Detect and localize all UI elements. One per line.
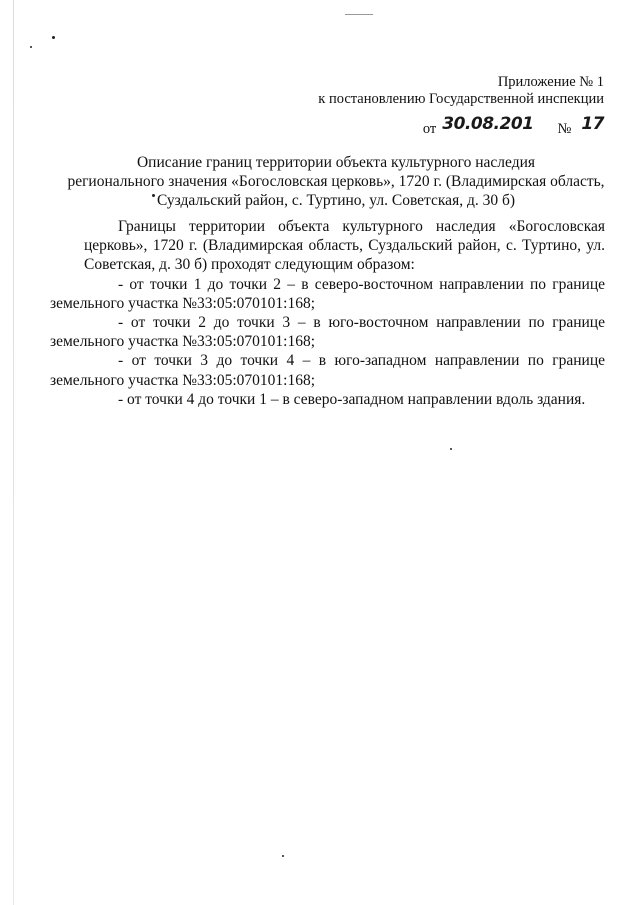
scan-speck [30,46,32,48]
scan-edge-line [13,0,14,905]
boundary-item-line2: земельного участка №33:05:070101:168; [50,294,316,312]
decree-from-label: от [422,120,437,137]
scan-mark-top [345,14,373,15]
boundary-item-line1: - от точки 1 до точки 2 – в северо-восточном направлении по границе [118,275,605,293]
title-line-3: Суздальский район, с. Туртино, ул. Советская, д. 30 б) [156,192,516,209]
appendix-label: Приложение № 1 [497,74,604,90]
scan-speck [52,36,55,39]
boundary-item [50,351,605,389]
decree-date-handwritten: 30.08.201 [442,114,534,134]
document-title [60,153,612,210]
title-line-2: регионального значения «Богословская церковь», 1720 г. (Владимирская область, [67,173,605,190]
intro-paragraph: Границы территории объекта культурного наследия «Богословская церковь», 1720 г. (Владимирская область, Суздальский район, с. Туртино, ул. Советская, д. 30 б) проходят следующим образом: [84,218,605,274]
resolution-reference: к постановлению Государственной инспекции [318,91,604,107]
decree-number-label: № [557,120,572,137]
decree-number-handwritten: 17 [581,114,604,134]
boundary-item-line1: - от точки 3 до точки 4 – в юго-западном направлении по границе [118,352,605,370]
title-line-1: Описание границ территории объекта культурного наследия [136,154,536,171]
boundary-item-line2: земельного участка №33:05:070101:168; [50,333,316,351]
boundary-item-line2: земельного участка №33:05:070101:168; [50,371,316,389]
boundary-item [50,313,605,351]
boundary-item [50,275,605,313]
decree-date-number-row [423,108,604,140]
scan-speck [282,855,284,857]
boundary-item-last: - от точки 4 до точки 1 – в северо-западном направлении вдоль здания. [118,390,586,408]
document-body [50,217,605,409]
scan-speck [450,448,452,450]
boundary-item-line1: - от точки 2 до точки 3 – в юго-восточном направлении по границе [118,314,605,332]
